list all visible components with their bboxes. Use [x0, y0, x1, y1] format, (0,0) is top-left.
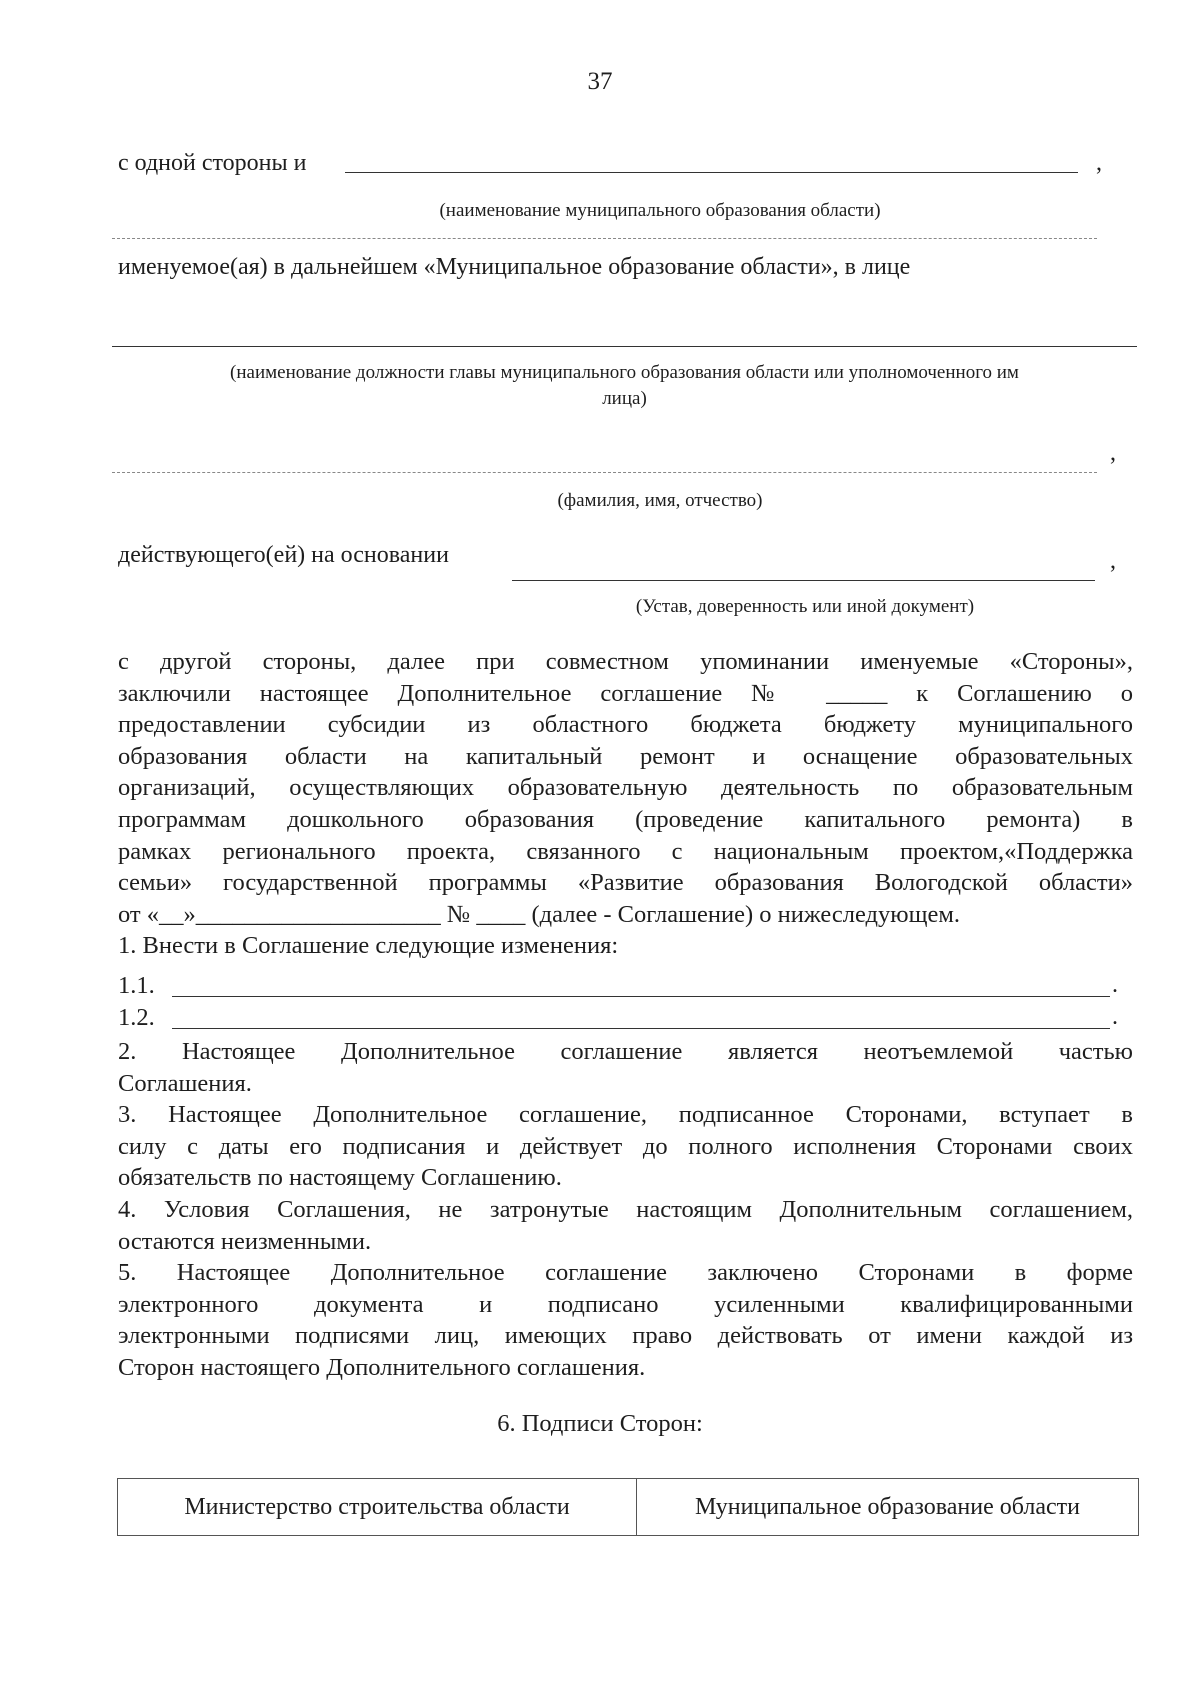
date-line: от «__»____________________ № ____ (далее - Соглашение) о нижеследующем.: [118, 900, 960, 928]
paragraph-line: программам дошкольного образования (проведение капитального ремонта) в: [118, 805, 1133, 833]
signatures-table: [117, 1478, 1139, 1536]
paragraph-line: рамках регионального проекта, связанного с национальным проектом,«Поддержка: [118, 837, 1133, 865]
item-4-line: остаются неизменными.: [118, 1227, 372, 1255]
agreement-paragraph: [118, 646, 1133, 962]
item-2-line: 2. Настоящее Дополнительное соглашение является неотъемлемой частью: [118, 1038, 1133, 1065]
caption-position-2: лица): [602, 388, 647, 409]
item-4-line: 4. Условия Соглашения, не затронутые настоящим Дополнительным соглашением,: [118, 1195, 1133, 1223]
item-3-line: обязательств по настоящему Соглашению.: [118, 1164, 562, 1192]
comma: ,: [1110, 548, 1116, 574]
table-row: [118, 1479, 1139, 1536]
divider-line: [112, 238, 1097, 239]
item-1-1-blank-line: [172, 996, 1110, 997]
comma: ,: [1110, 440, 1116, 466]
page-number: 37: [587, 68, 613, 95]
paragraph-line: образования области на капитальный ремонт и оснащение образовательных: [118, 742, 1133, 770]
item-1: 1. Внести в Соглашение следующие изменения:: [118, 932, 619, 960]
item-5-line: Сторон настоящего Дополнительного соглашения.: [118, 1353, 646, 1381]
table-cell-ministry: Министерство строительства области: [118, 1479, 637, 1536]
dot: .: [1112, 1004, 1118, 1030]
item-1-1-label: 1.1.: [118, 972, 155, 999]
item-5-line: электронными подписями лиц, имеющих право действовать от имени каждой из: [118, 1322, 1133, 1350]
paragraph-line: семьи» государственной программы «Развитие образования Вологодской области»: [118, 869, 1133, 897]
paragraph-line: организаций, осуществляющих образовательную деятельность по образовательным: [118, 774, 1133, 802]
caption-municipality: (наименование муниципального образования области): [439, 200, 881, 221]
paragraph-line: предоставлении субсидии из областного бюджета бюджету муниципального: [118, 711, 1133, 739]
paragraph-line: с другой стороны, далее при совместном упоминании именуемые «Стороны»,: [118, 648, 1133, 675]
comma: ,: [1096, 150, 1102, 176]
item-5-line: электронного документа и подписано усиленными квалифицированными: [118, 1290, 1133, 1318]
item-1-2-blank-line: [172, 1028, 1110, 1029]
basis-blank-line: [512, 580, 1095, 581]
acting-basis-label: действующего(ей) на основании: [118, 542, 449, 568]
caption-basis: (Устав, доверенность или иной документ): [635, 596, 975, 617]
position-blank-line: [112, 346, 1137, 347]
paragraph-line: заключили настоящее Дополнительное соглашение № _____ к Соглашению о: [118, 679, 1133, 707]
caption-fio: (фамилия, имя, отчество): [557, 490, 763, 511]
item-5-line: 5. Настоящее Дополнительное соглашение заключено Сторонами в форме: [118, 1259, 1133, 1287]
named-as-text: именуемое(ая) в дальнейшем «Муниципальное образование области», в лице: [118, 254, 911, 280]
signatures-heading: 6. Подписи Сторон:: [497, 1410, 703, 1437]
items-paragraphs: [118, 1036, 1133, 1384]
item-1-2-label: 1.2.: [118, 1004, 155, 1031]
item-3-line: 3. Настоящее Дополнительное соглашение, подписанное Сторонами, вступает в: [118, 1101, 1133, 1129]
dot: .: [1112, 972, 1118, 998]
table-cell-municipality: Муниципальное образование области: [637, 1479, 1139, 1536]
side-one-label: с одной стороны и: [118, 150, 307, 176]
municipality-blank-line: [345, 172, 1078, 173]
item-3-line: силу с даты его подписания и действует до полного исполнения Сторонами своих: [118, 1132, 1133, 1160]
caption-position-1: (наименование должности главы муниципального образования области или уполномоченного им: [230, 362, 1019, 383]
item-2-line: Соглашения.: [118, 1069, 252, 1097]
fio-blank-line: [112, 472, 1097, 473]
